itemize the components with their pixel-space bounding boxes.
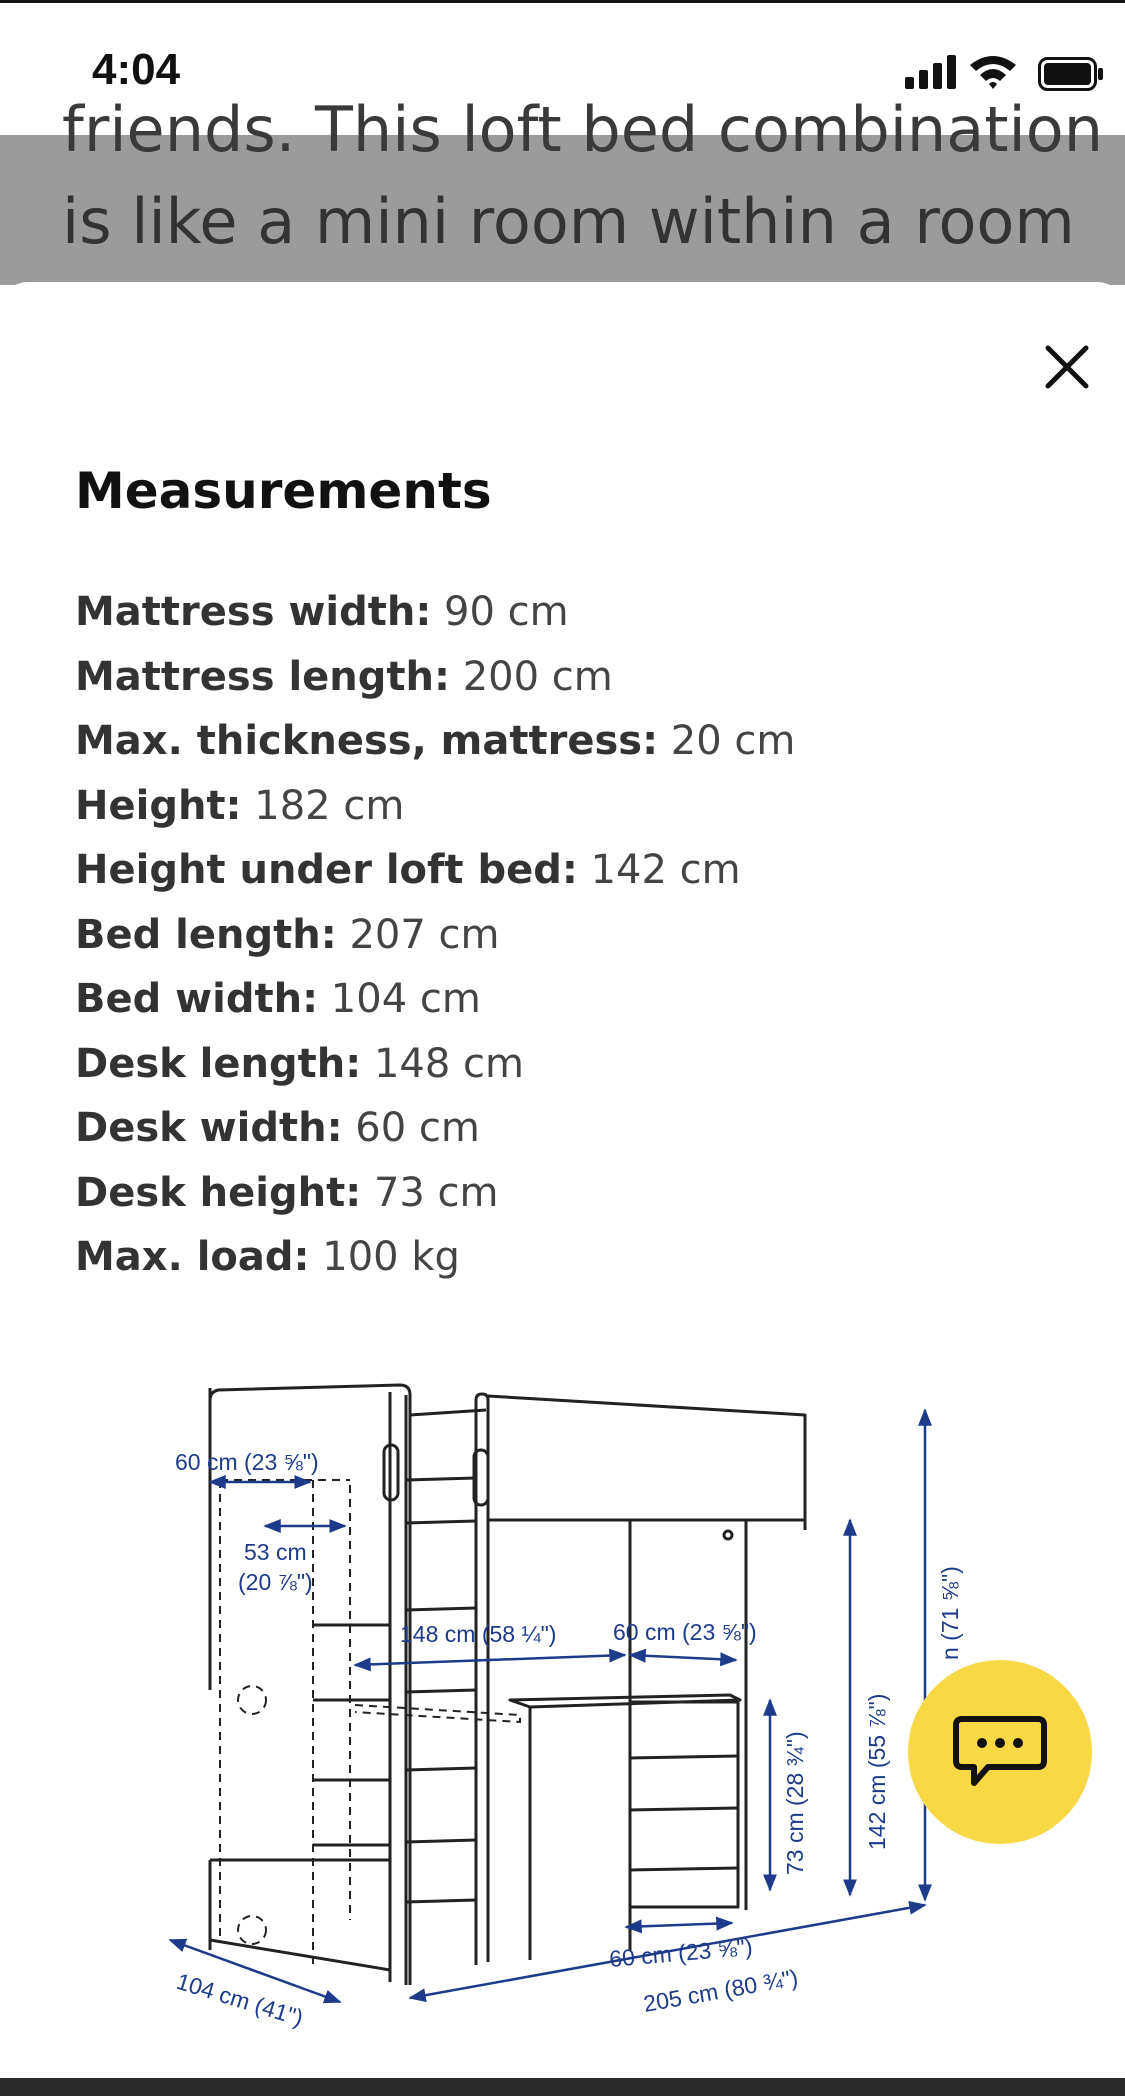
spec-value: 182 cm: [254, 782, 405, 829]
signal-icon: [905, 55, 961, 89]
spec-label: Desk height:: [75, 1169, 362, 1216]
spec-row-desk-width: [75, 1100, 795, 1165]
dimension-label: n (71 ⅝"): [937, 1566, 963, 1660]
spec-value: 207 cm: [349, 911, 500, 958]
spec-row-desk-length: [75, 1036, 795, 1101]
spec-label: Bed length:: [75, 911, 337, 958]
spec-row-max-thickness: [75, 713, 795, 778]
furniture-outline: [210, 1385, 805, 1985]
dimension-label: 60 cm (23 ⅝"): [608, 1933, 754, 1972]
spec-row-desk-height: [75, 1165, 795, 1230]
dimension-label: (20 ⅞"): [238, 1569, 313, 1595]
spec-label: Mattress width:: [75, 589, 432, 635]
spec-list: [75, 584, 795, 1294]
close-icon[interactable]: [1040, 340, 1094, 394]
loft-bed-dimension-diagram: [160, 1370, 963, 2032]
spec-row-max-load: [75, 1229, 795, 1294]
dimension-label: 148 cm (58 ¼"): [400, 1621, 557, 1647]
background-text-clipped: friends. This loft bed combination: [62, 93, 1103, 166]
chat-bubble-icon: [952, 1715, 1048, 1791]
wifi-icon: [968, 53, 1018, 89]
chat-button[interactable]: [908, 1660, 1092, 1844]
spec-value: 200 cm: [462, 653, 613, 700]
spec-label: Desk length:: [75, 1040, 362, 1087]
dimension-label: 205 cm (80 ¾"): [641, 1964, 800, 2017]
spec-label: Bed width:: [75, 976, 319, 1022]
spec-value: 20 cm: [670, 718, 796, 764]
spec-row-height-under-bed: [75, 842, 795, 907]
spec-row-mattress-width: [75, 584, 795, 649]
bottom-bar: [0, 2078, 1125, 2096]
spec-value: 100 kg: [322, 1234, 460, 1280]
dimension-label: 104 cm (41"): [173, 1967, 307, 2032]
spec-value: 104 cm: [330, 976, 481, 1022]
dimension-label: 53 cm: [244, 1539, 307, 1565]
spec-label: Max. thickness, mattress:: [75, 718, 659, 764]
spec-value: 73 cm: [373, 1169, 499, 1216]
battery-icon: [1038, 57, 1104, 91]
spec-row-bed-width: [75, 971, 795, 1036]
dimension-label: 60 cm (23 ⅝"): [175, 1449, 319, 1475]
spec-value: 142 cm: [590, 847, 741, 893]
spec-value: 90 cm: [444, 589, 569, 635]
spec-label: Max. load:: [75, 1234, 310, 1280]
spec-value: 60 cm: [355, 1105, 480, 1151]
spec-label: Desk width:: [75, 1105, 343, 1151]
status-time: 4:04: [92, 45, 181, 94]
dimension-label: 60 cm (23 ⅝"): [613, 1619, 757, 1645]
spec-label: Mattress length:: [75, 653, 450, 700]
dimension-label: 142 cm (55 ⅞"): [864, 1693, 890, 1850]
background-text: is like a mini room within a room: [62, 185, 1075, 258]
spec-value: 148 cm: [373, 1040, 524, 1087]
spec-row-mattress-length: [75, 649, 795, 714]
spec-label: Height under loft bed:: [75, 847, 578, 893]
spec-label: Height:: [75, 782, 242, 829]
spec-row-height: [75, 778, 795, 843]
spec-row-bed-length: [75, 907, 795, 972]
measurements-title: Measurements: [75, 462, 492, 520]
background-page: [0, 93, 1125, 285]
dimension-label: 73 cm (28 ¾"): [782, 1731, 808, 1875]
